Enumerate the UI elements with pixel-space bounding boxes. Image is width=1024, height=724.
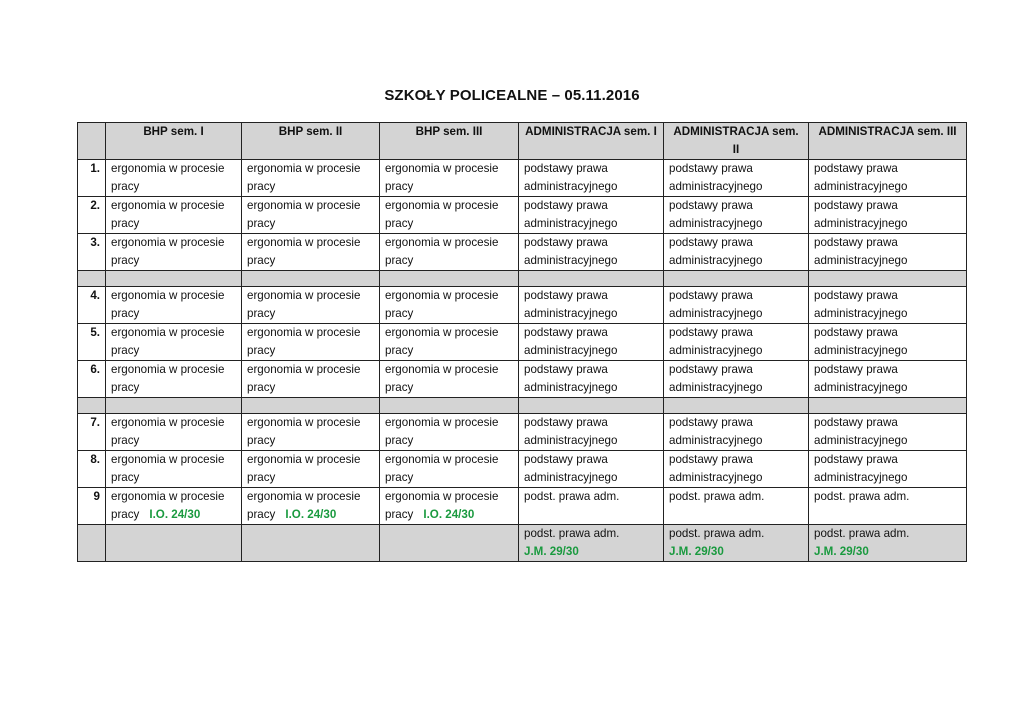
table-row <box>78 525 967 562</box>
bhp-lesson-cell <box>380 324 519 361</box>
break-cell <box>242 271 380 287</box>
subject-line: podstawy prawa <box>669 289 753 302</box>
subject-line: administracyjnego <box>669 381 763 394</box>
bhp-lesson-cell <box>242 488 380 525</box>
bhp-lesson-cell <box>242 234 380 271</box>
break-row <box>78 271 967 287</box>
empty-cell <box>380 525 519 562</box>
subject-line: administracyjnego <box>814 381 908 394</box>
subject-line: pracy <box>247 434 276 447</box>
bhp-lesson-cell <box>380 287 519 324</box>
subject-line: pracy <box>111 471 140 484</box>
break-cell <box>664 271 809 287</box>
adm-lesson-cell <box>519 234 664 271</box>
bhp-lesson-cell <box>106 197 242 234</box>
table-row <box>78 361 967 398</box>
subject-line: pracy <box>247 381 276 394</box>
subject-line: administracyjnego <box>524 381 618 394</box>
subject-line: podstawy prawa <box>814 162 898 175</box>
subject-line: ergonomia w procesie <box>385 326 499 339</box>
empty-cell <box>242 525 380 562</box>
header-adm-sem-1: ADMINISTRACJA sem. I <box>519 123 664 160</box>
table-row <box>78 488 967 525</box>
bhp-lesson-cell <box>380 160 519 197</box>
bhp-lesson-cell <box>106 488 242 525</box>
room-label: I.O. 24/30 <box>423 508 475 521</box>
subject-line: ergonomia w procesie <box>385 162 499 175</box>
room-label: J.M. 29/30 <box>669 545 724 558</box>
subject-line: ergonomia w procesie <box>111 490 225 503</box>
subject-line: pracy <box>111 381 140 394</box>
room-label: I.O. 24/30 <box>149 508 201 521</box>
subject-line: podstawy prawa <box>669 236 753 249</box>
subject-line: administracyjnego <box>669 180 763 193</box>
adm-lesson-cell <box>519 451 664 488</box>
subject-line: podstawy prawa <box>524 416 608 429</box>
adm-lesson-cell <box>809 451 967 488</box>
bhp-lesson-cell <box>242 361 380 398</box>
subject-line: administracyjnego <box>814 180 908 193</box>
subject-line: podstawy prawa <box>814 199 898 212</box>
subject-line: ergonomia w procesie <box>111 326 225 339</box>
subject-line: administracyjnego <box>669 307 763 320</box>
subject-line: podstawy prawa <box>669 453 753 466</box>
subject-line: pracy <box>385 307 414 320</box>
adm-lesson-cell <box>664 160 809 197</box>
subject-line: administracyjnego <box>814 217 908 230</box>
break-cell <box>664 398 809 414</box>
subject-line: pracy <box>385 254 414 267</box>
lesson-number: 1. <box>78 160 106 197</box>
subject-line: administracyjnego <box>524 217 618 230</box>
subject-line: podst. prawa adm. <box>524 527 620 540</box>
subject-line: administracyjnego <box>669 254 763 267</box>
subject-line: administracyjnego <box>814 307 908 320</box>
subject-line: ergonomia w procesie <box>247 453 361 466</box>
table-row <box>78 414 967 451</box>
subject-line: pracy <box>385 180 414 193</box>
subject-line: podstawy prawa <box>669 416 753 429</box>
bhp-lesson-cell <box>242 414 380 451</box>
subject-line: administracyjnego <box>814 471 908 484</box>
adm-lesson-cell <box>664 197 809 234</box>
break-cell <box>519 271 664 287</box>
bhp-lesson-cell <box>106 234 242 271</box>
adm-lesson-cell <box>519 488 664 525</box>
subject-line: administracyjnego <box>524 180 618 193</box>
header-adm-sem-3: ADMINISTRACJA sem. III <box>809 123 967 160</box>
lesson-number: 7. <box>78 414 106 451</box>
adm-lesson-cell <box>809 234 967 271</box>
header-corner-cell <box>78 123 106 160</box>
subject-line: podstawy prawa <box>814 236 898 249</box>
adm-lesson-cell <box>664 451 809 488</box>
bhp-lesson-cell <box>242 160 380 197</box>
bhp-lesson-cell <box>106 324 242 361</box>
break-cell <box>106 271 242 287</box>
subject-line: podst. prawa adm. <box>524 490 620 503</box>
subject-line: administracyjnego <box>524 307 618 320</box>
subject-line: pracy <box>385 381 414 394</box>
table-row <box>78 287 967 324</box>
schedule-table <box>77 122 967 562</box>
bhp-lesson-cell <box>380 197 519 234</box>
adm-lesson-cell <box>809 414 967 451</box>
subject-line: pracy <box>111 344 140 357</box>
subject-line: podst. prawa adm. <box>669 490 765 503</box>
adm-lesson-cell <box>519 525 664 562</box>
subject-line: podstawy prawa <box>669 363 753 376</box>
subject-line: podstawy prawa <box>814 326 898 339</box>
header-bhp-sem-3: BHP sem. III <box>380 123 519 160</box>
room-label: J.M. 29/30 <box>524 545 579 558</box>
subject-line: ergonomia w procesie <box>385 416 499 429</box>
subject-line: administracyjnego <box>814 434 908 447</box>
subject-line: administracyjnego <box>524 254 618 267</box>
subject-line: administracyjnego <box>669 217 763 230</box>
break-cell <box>380 398 519 414</box>
subject-line: ergonomia w procesie <box>111 236 225 249</box>
subject-line: podstawy prawa <box>524 289 608 302</box>
adm-lesson-cell <box>519 414 664 451</box>
break-cell <box>242 398 380 414</box>
subject-line: pracy <box>247 180 276 193</box>
subject-line: podstawy prawa <box>524 363 608 376</box>
break-cell <box>809 398 967 414</box>
subject-line: ergonomia w procesie <box>247 162 361 175</box>
subject-line: pracy <box>111 434 140 447</box>
adm-lesson-cell <box>809 160 967 197</box>
subject-line: pracy <box>385 217 414 230</box>
break-cell <box>106 398 242 414</box>
subject-line: podstawy prawa <box>814 289 898 302</box>
break-cell <box>78 398 106 414</box>
subject-line: ergonomia w procesie <box>385 199 499 212</box>
adm-lesson-cell <box>664 488 809 525</box>
subject-line: ergonomia w procesie <box>385 363 499 376</box>
subject-line: podstawy prawa <box>814 453 898 466</box>
header-row <box>78 123 967 160</box>
bhp-lesson-cell <box>242 287 380 324</box>
subject-line: administracyjnego <box>524 471 618 484</box>
subject-line: administracyjnego <box>669 344 763 357</box>
header-bhp-sem-2: BHP sem. II <box>242 123 380 160</box>
subject-line: pracy <box>247 307 276 320</box>
adm-lesson-cell <box>519 361 664 398</box>
header-bhp-sem-1: BHP sem. I <box>106 123 242 160</box>
adm-lesson-cell <box>664 324 809 361</box>
subject-line: pracy <box>111 508 140 521</box>
adm-lesson-cell <box>809 361 967 398</box>
subject-line: ergonomia w procesie <box>247 363 361 376</box>
lesson-number: 8. <box>78 451 106 488</box>
subject-line: podstawy prawa <box>669 326 753 339</box>
bhp-lesson-cell <box>242 451 380 488</box>
subject-line: pracy <box>111 307 140 320</box>
bhp-lesson-cell <box>242 324 380 361</box>
subject-line: pracy <box>247 508 276 521</box>
empty-cell <box>78 525 106 562</box>
lesson-number: 2. <box>78 197 106 234</box>
bhp-lesson-cell <box>380 361 519 398</box>
subject-line: ergonomia w procesie <box>385 490 499 503</box>
subject-line: administracyjnego <box>524 344 618 357</box>
subject-line: ergonomia w procesie <box>111 363 225 376</box>
adm-lesson-cell <box>664 287 809 324</box>
subject-line: ergonomia w procesie <box>385 289 499 302</box>
break-row <box>78 398 967 414</box>
table-row <box>78 234 967 271</box>
lesson-number: 9 <box>78 488 106 525</box>
adm-lesson-cell <box>664 525 809 562</box>
subject-line: administracyjnego <box>814 254 908 267</box>
subject-line: ergonomia w procesie <box>247 236 361 249</box>
adm-lesson-cell <box>809 197 967 234</box>
subject-line: administracyjnego <box>669 434 763 447</box>
subject-line: podstawy prawa <box>524 453 608 466</box>
subject-line: podstawy prawa <box>524 326 608 339</box>
adm-lesson-cell <box>519 287 664 324</box>
subject-line: ergonomia w procesie <box>111 453 225 466</box>
subject-line: podst. prawa adm. <box>814 490 910 503</box>
bhp-lesson-cell <box>380 414 519 451</box>
table-row <box>78 324 967 361</box>
break-cell <box>809 271 967 287</box>
adm-lesson-cell <box>664 361 809 398</box>
subject-line: ergonomia w procesie <box>247 490 361 503</box>
lesson-number: 5. <box>78 324 106 361</box>
subject-line: pracy <box>111 254 140 267</box>
subject-line: podst. prawa adm. <box>814 527 910 540</box>
adm-lesson-cell <box>519 324 664 361</box>
subject-line: ergonomia w procesie <box>111 199 225 212</box>
subject-line: pracy <box>247 217 276 230</box>
lesson-number: 6. <box>78 361 106 398</box>
bhp-lesson-cell <box>106 451 242 488</box>
adm-lesson-cell <box>809 525 967 562</box>
bhp-lesson-cell <box>380 234 519 271</box>
subject-line: podstawy prawa <box>669 199 753 212</box>
subject-line: ergonomia w procesie <box>385 453 499 466</box>
page-title: SZKOŁY POLICEALNE – 05.11.2016 <box>384 87 640 104</box>
subject-line: ergonomia w procesie <box>111 416 225 429</box>
subject-line: podstawy prawa <box>669 162 753 175</box>
subject-line: pracy <box>385 434 414 447</box>
subject-line: pracy <box>385 344 414 357</box>
subject-line: pracy <box>111 180 140 193</box>
bhp-lesson-cell <box>106 160 242 197</box>
bhp-lesson-cell <box>380 451 519 488</box>
bhp-lesson-cell <box>106 361 242 398</box>
subject-line: ergonomia w procesie <box>247 326 361 339</box>
subject-line: ergonomia w procesie <box>111 289 225 302</box>
adm-lesson-cell <box>664 414 809 451</box>
adm-lesson-cell <box>519 160 664 197</box>
lesson-number: 4. <box>78 287 106 324</box>
table-row <box>78 451 967 488</box>
table-row <box>78 197 967 234</box>
lesson-number: 3. <box>78 234 106 271</box>
break-cell <box>519 398 664 414</box>
subject-line: podst. prawa adm. <box>669 527 765 540</box>
subject-line: administracyjnego <box>669 471 763 484</box>
subject-line: ergonomia w procesie <box>385 236 499 249</box>
break-cell <box>78 271 106 287</box>
subject-line: ergonomia w procesie <box>247 289 361 302</box>
subject-line: pracy <box>385 508 414 521</box>
adm-lesson-cell <box>809 488 967 525</box>
subject-line: podstawy prawa <box>814 363 898 376</box>
subject-line: administracyjnego <box>814 344 908 357</box>
subject-line: podstawy prawa <box>524 162 608 175</box>
adm-lesson-cell <box>664 234 809 271</box>
adm-lesson-cell <box>519 197 664 234</box>
subject-line: pracy <box>111 217 140 230</box>
subject-line: ergonomia w procesie <box>111 162 225 175</box>
subject-line: ergonomia w procesie <box>247 416 361 429</box>
adm-lesson-cell <box>809 324 967 361</box>
room-label: I.O. 24/30 <box>285 508 337 521</box>
adm-lesson-cell <box>809 287 967 324</box>
header-adm-sem-2: ADMINISTRACJA sem. II <box>664 123 809 160</box>
subject-line: pracy <box>247 344 276 357</box>
bhp-lesson-cell <box>380 488 519 525</box>
subject-line: administracyjnego <box>524 434 618 447</box>
empty-cell <box>106 525 242 562</box>
subject-line: pracy <box>385 471 414 484</box>
subject-line: podstawy prawa <box>814 416 898 429</box>
subject-line: podstawy prawa <box>524 236 608 249</box>
break-cell <box>380 271 519 287</box>
bhp-lesson-cell <box>106 287 242 324</box>
table-row <box>78 160 967 197</box>
bhp-lesson-cell <box>242 197 380 234</box>
bhp-lesson-cell <box>106 414 242 451</box>
subject-line: ergonomia w procesie <box>247 199 361 212</box>
subject-line: podstawy prawa <box>524 199 608 212</box>
subject-line: pracy <box>247 471 276 484</box>
subject-line: pracy <box>247 254 276 267</box>
room-label: J.M. 29/30 <box>814 545 869 558</box>
